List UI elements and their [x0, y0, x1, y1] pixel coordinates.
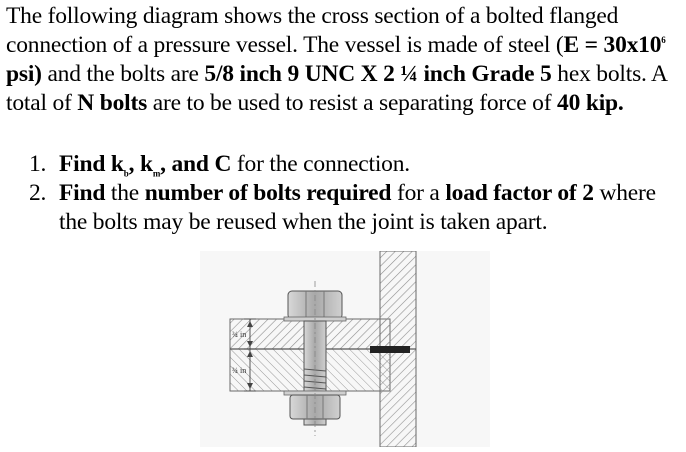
number-of-bolts-phrase: number of bolts required	[144, 180, 392, 206]
dim-label-bottom: ¾ in	[232, 366, 247, 375]
bolt-count: N bolts	[77, 90, 148, 116]
kb-subscript: b	[123, 168, 129, 179]
problem-text-4: are to be used to resist a separating force of	[147, 90, 558, 116]
cross-section-diagram	[200, 251, 490, 447]
problem-statement	[6, 2, 682, 118]
task-number-2: 2.	[29, 180, 47, 206]
load-factor-phrase: load factor of 2	[445, 180, 594, 206]
bolted-flange-figure	[200, 251, 490, 447]
bolt-spec: 5/8 inch 9 UNC X 2 ¼ inch Grade 5	[204, 61, 552, 87]
problem-text-2: and the bolts are	[41, 61, 205, 87]
separating-force: 40 kip.	[557, 90, 624, 116]
problem-text-1: The following diagram shows the cross section of a bolted flanged connection of a pressure vessel. The vessel is made of steel (	[6, 3, 619, 58]
task-number-1: 1.	[29, 151, 47, 177]
modulus-value: $E = 30x10^6$ psi)	[6, 32, 666, 87]
gasket	[370, 346, 410, 353]
task-list	[29, 150, 686, 237]
dim-label-top: ¾ in	[232, 330, 247, 339]
task-item-2: 2. Find the number of bolts required for a load factor of 2 where the bolts may be reused when the joint is taken apart.	[29, 180, 656, 235]
km-subscript: m	[152, 168, 161, 179]
problem-text-3: hex bolts. A total of	[6, 61, 667, 116]
modulus-exponent: 6	[661, 35, 666, 46]
task-item-1: 1. Find $k_b$, $k_m$, and C for the connection.	[29, 151, 410, 179]
